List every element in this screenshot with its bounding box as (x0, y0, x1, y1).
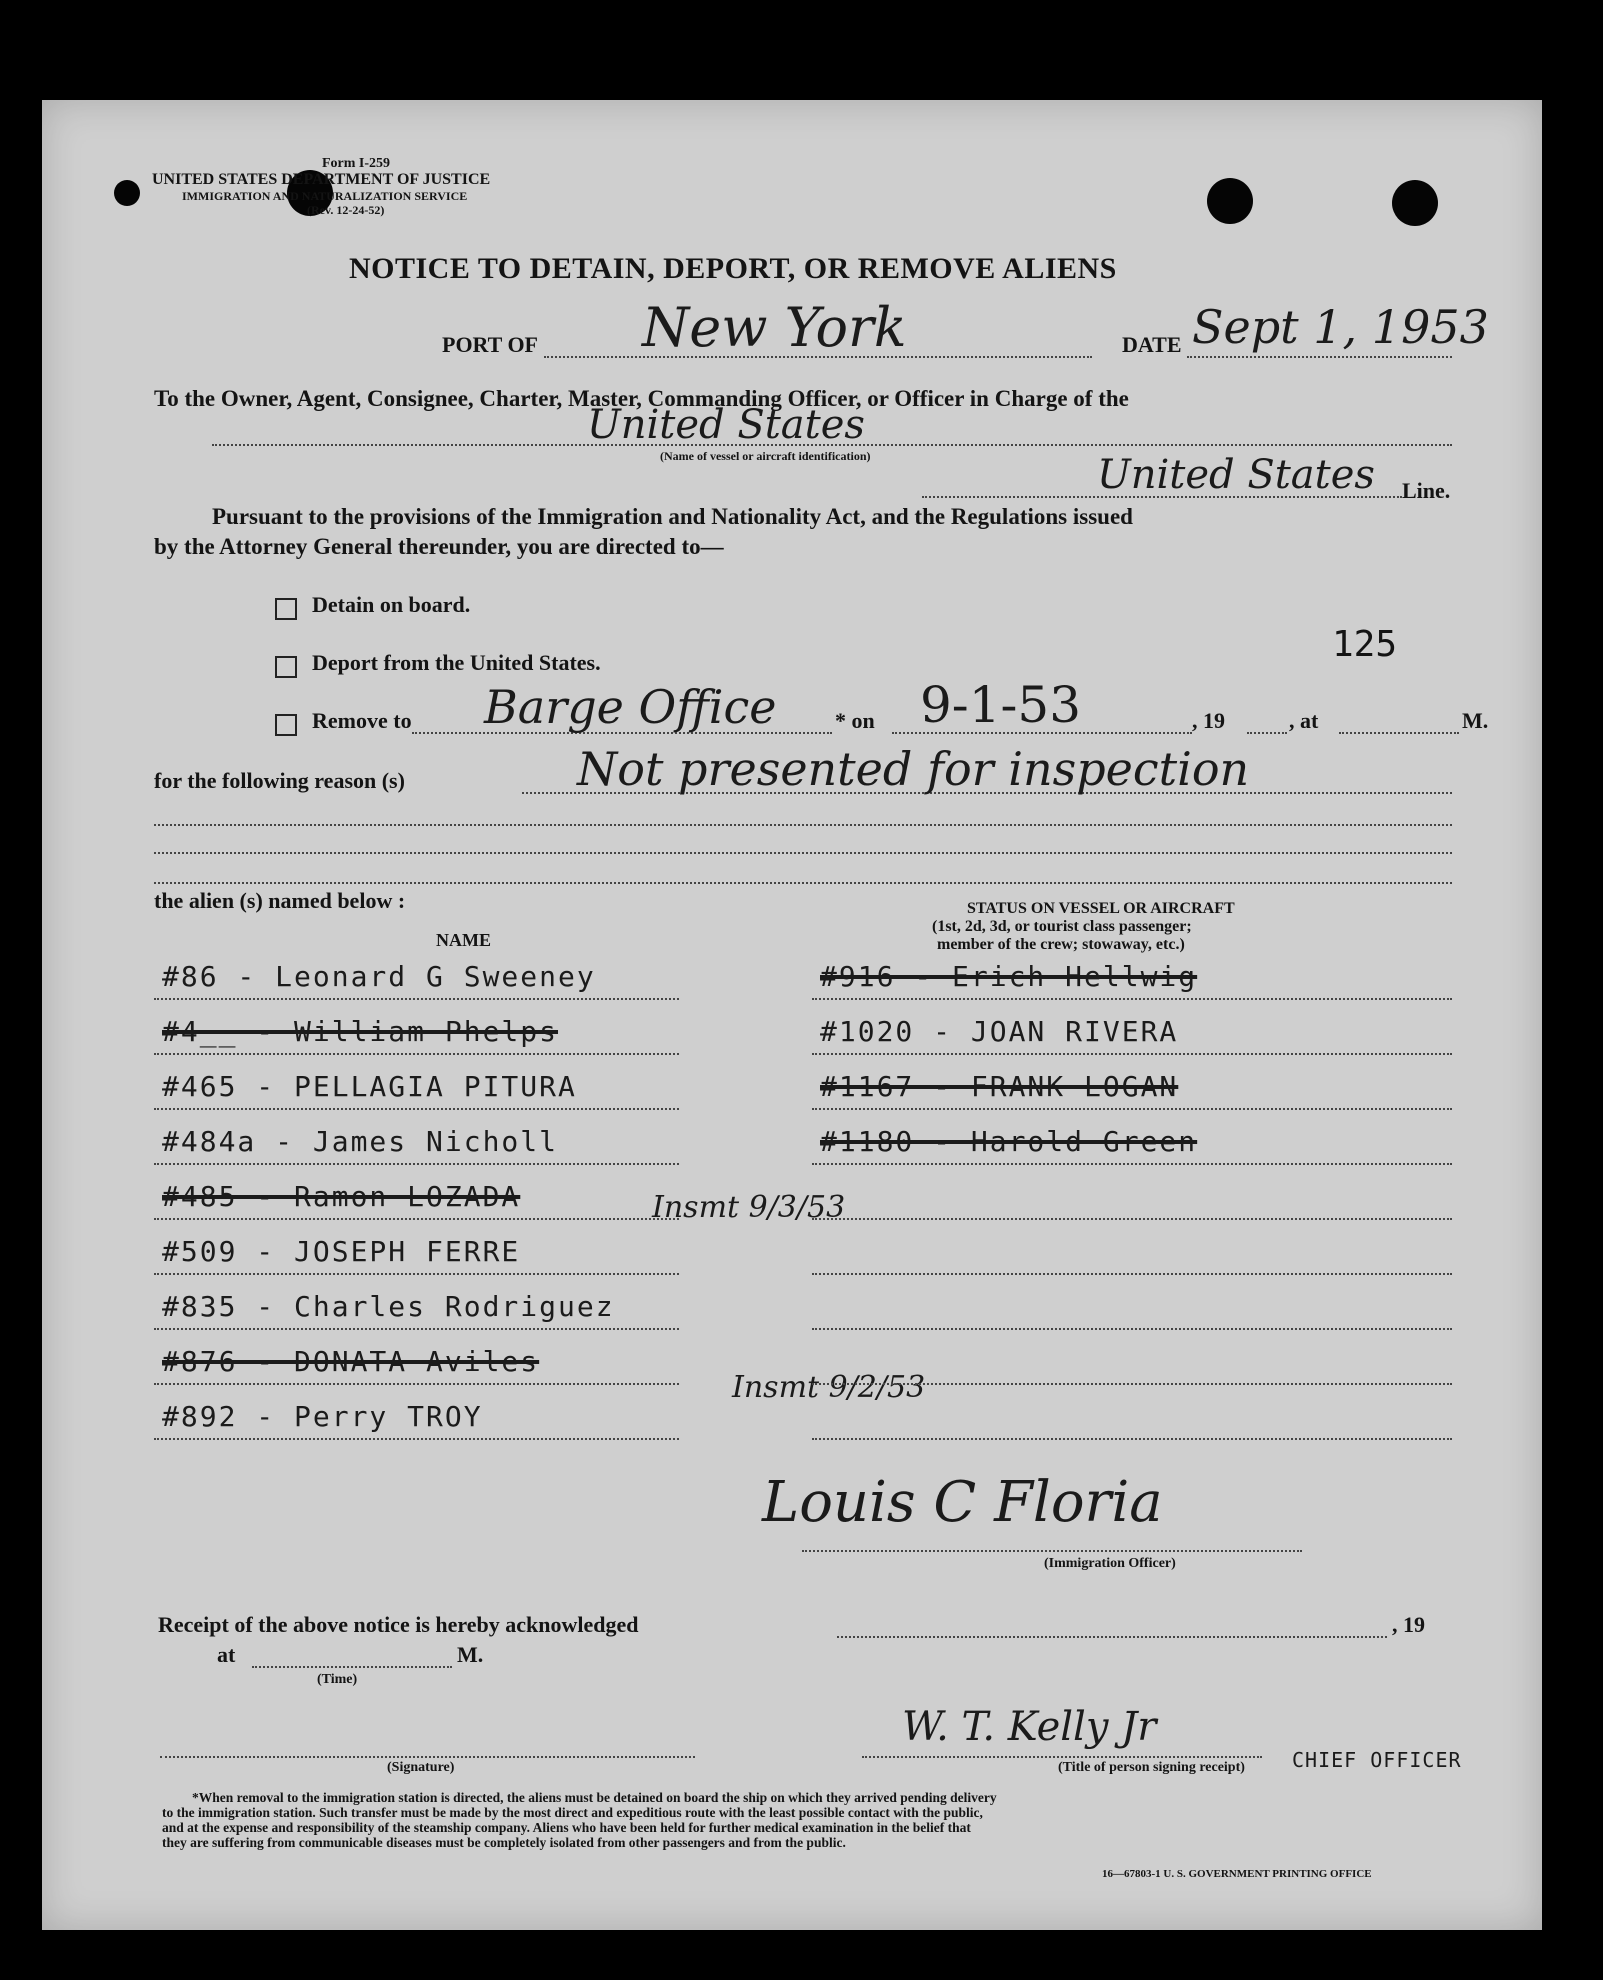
remove-checkbox[interactable] (275, 714, 297, 736)
alien-left-row: #509 - JOSEPH FERRE (162, 1235, 521, 1268)
signature-line (160, 1756, 695, 1758)
officer-signature: Louis C Floria (762, 1470, 1163, 1535)
stamp-number: 125 (1332, 624, 1398, 665)
punch-hole-edge (114, 180, 140, 206)
line-label: Line. (1402, 478, 1451, 503)
status-sub2: member of the crew; stowaway, etc.) (937, 936, 1185, 953)
date-line (1187, 356, 1452, 358)
alien-left-row: #485 - Ramon LOZADA (162, 1180, 521, 1213)
alien-left-row-line (154, 1163, 679, 1165)
on-value: 9-1-53 (920, 676, 1082, 734)
footnote-line-4: they are suffering from communicable diseases must be completely isolated from other passengers and from the public. (162, 1835, 846, 1850)
on-label: * on (835, 708, 875, 733)
remove-value: Barge Office (484, 680, 777, 734)
time-caption: (Time) (317, 1672, 358, 1687)
alien-left-row-line (154, 1218, 679, 1220)
alien-left-row-line (154, 1108, 679, 1110)
department-name: UNITED STATES DEPARTMENT OF JUSTICE (152, 171, 491, 188)
page-title: NOTICE TO DETAIN, DEPORT, OR REMOVE ALIENS (349, 252, 1117, 285)
receipt-year: , 19 (1392, 1612, 1425, 1637)
punch-hole-right (1392, 180, 1438, 226)
form-paper (42, 100, 1542, 1930)
alien-right-row: #916 - Erich Hellwig (820, 960, 1198, 993)
alien-left-row: #86 - Leonard G Sweeney (162, 960, 596, 993)
footnote-line-3: and at the expense and responsibility of the steamship company. Aliens who have been held for further medical examination in the belief that (162, 1820, 971, 1835)
receipt-signer-title: CHIEF OFFICER (1292, 1748, 1462, 1772)
alien-left-row: #4__ - William Phelps (162, 1015, 559, 1048)
alien-right-row: #1020 - JOAN RIVERA (820, 1015, 1179, 1048)
addressee-text: To the Owner, Agent, Consignee, Charter, Master, Commanding Officer, or Officer in Charge of the (154, 386, 1129, 411)
title-line (862, 1756, 1262, 1758)
receipt-date-line (837, 1636, 1387, 1638)
alien-left-row-line (154, 998, 679, 1000)
detain-checkbox[interactable] (275, 598, 297, 620)
line-value: United States (1097, 452, 1375, 498)
reason-line-2 (154, 824, 1452, 826)
alien-right-row-line (812, 1108, 1452, 1110)
reason-line-4 (154, 882, 1452, 884)
reason-value: Not presented for inspection (577, 742, 1250, 796)
alien-right-row: #1167 - FRANK LOGAN (820, 1070, 1179, 1103)
receipt-time-line (252, 1666, 452, 1668)
footnote-line-2: to the immigration station. Such transfer must be made by the most direct and expeditious route with the least possible contact with the public, (162, 1805, 983, 1820)
alien-right-row-line (812, 1163, 1452, 1165)
alien-right-row-line (812, 1438, 1452, 1440)
reason-label: for the following reason (s) (154, 768, 405, 793)
vessel-value: United States (587, 402, 865, 448)
alien-left-row: #876 - DONATA Aviles (162, 1345, 540, 1378)
aliens-label: the alien (s) named below : (154, 888, 406, 913)
title-caption: (Title of person signing receipt) (1058, 1760, 1245, 1775)
pursuant-line1: Pursuant to the provisions of the Immigration and Nationality Act, and the Regulations issued (212, 504, 1133, 529)
signature-caption: (Signature) (387, 1760, 455, 1775)
alien-right-row-line (812, 1053, 1452, 1055)
receipt-signer: W. T. Kelly Jr (902, 1704, 1157, 1750)
alien-right-row-line (812, 1273, 1452, 1275)
printer-line: 16—67803-1 U. S. GOVERNMENT PRINTING OFFICE (1102, 1868, 1372, 1880)
m-label: M. (1462, 708, 1489, 733)
left-note-1: Insmt 9/3/53 (652, 1190, 846, 1225)
alien-right-row-line (812, 1328, 1452, 1330)
alien-right-row: #1180 - Harold Green (820, 1125, 1198, 1158)
receipt-text: Receipt of the above notice is hereby acknowledged (158, 1612, 639, 1637)
date-label: DATE (1122, 332, 1182, 357)
receipt-m-label: M. (457, 1642, 484, 1667)
port-label: PORT OF (442, 332, 538, 357)
pursuant-line2: by the Attorney General thereunder, you are directed to— (154, 534, 724, 559)
alien-left-row: #484a - James Nicholl (162, 1125, 559, 1158)
year-line (1247, 732, 1287, 734)
detain-label: Detain on board. (312, 592, 471, 617)
vessel-caption: (Name of vessel or aircraft identification) (660, 449, 871, 463)
receipt-at-label: at (217, 1642, 236, 1667)
deport-checkbox[interactable] (275, 656, 297, 678)
punch-hole-mid (1207, 178, 1253, 224)
officer-caption: (Immigration Officer) (1044, 1556, 1176, 1571)
date-value: Sept 1, 1953 (1192, 300, 1489, 354)
service-name: IMMIGRATION AND NATURALIZATION SERVICE (182, 189, 468, 203)
alien-left-row-line (154, 1053, 679, 1055)
alien-left-row: #835 - Charles Rodriguez (162, 1290, 615, 1323)
remove-label: Remove to (312, 708, 412, 733)
officer-line (802, 1550, 1302, 1552)
left-note-2: Insmt 9/2/53 (732, 1370, 926, 1405)
port-value: New York (642, 296, 907, 359)
name-header: NAME (436, 930, 491, 950)
alien-left-row-line (154, 1438, 679, 1440)
form-revision: (Rev. 12-24-52) (307, 203, 385, 217)
deport-label: Deport from the United States. (312, 650, 601, 675)
footnote-line-1: *When removal to the immigration station is directed, the aliens must be detained on board the ship on which they arrived pending delivery (192, 1790, 997, 1805)
alien-left-row-line (154, 1328, 679, 1330)
time-line (1339, 732, 1459, 734)
year-label: , 19 (1192, 708, 1225, 733)
at-label: , at (1289, 708, 1319, 733)
alien-left-row: #465 - PELLAGIA PITURA (162, 1070, 577, 1103)
status-header: STATUS ON VESSEL OR AIRCRAFT (967, 900, 1235, 917)
alien-right-row-line (812, 998, 1452, 1000)
form-number: Form I-259 (322, 156, 391, 171)
status-sub1: (1st, 2d, 3d, or tourist class passenger; (932, 918, 1192, 935)
alien-left-row: #892 - Perry TROY (162, 1400, 483, 1433)
alien-right-row-line (812, 1218, 1452, 1220)
reason-line-3 (154, 852, 1452, 854)
alien-left-row-line (154, 1273, 679, 1275)
alien-right-row-line (812, 1383, 1452, 1385)
alien-left-row-line (154, 1383, 679, 1385)
